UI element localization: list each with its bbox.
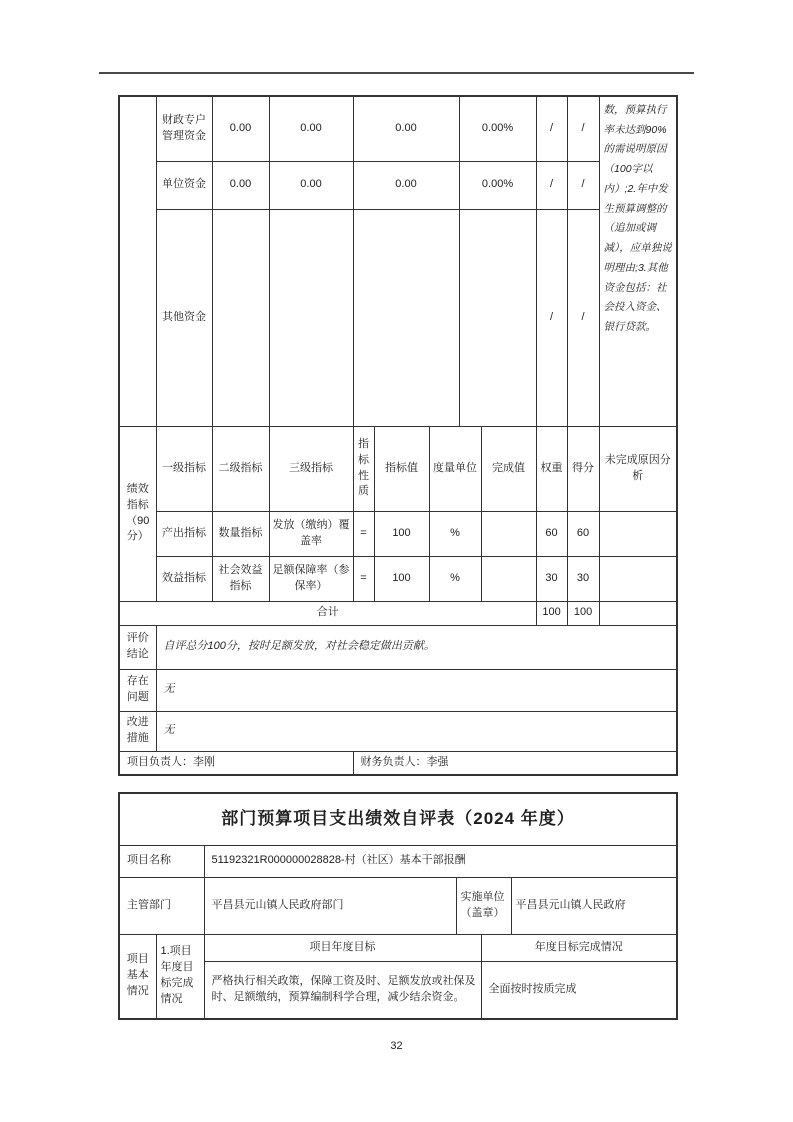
funding-row-label: 其他资金 xyxy=(156,209,212,426)
funding-amount-cell xyxy=(212,209,269,426)
indicators-section-label: 绩效指标（90分） xyxy=(119,426,156,601)
annual-goal-header: 项目年度目标 xyxy=(204,934,481,961)
funding-weight-cell: / xyxy=(536,161,567,209)
table-row xyxy=(119,669,677,711)
funding-rate-cell: 0.00% xyxy=(459,96,536,161)
funding-section-spacer-cell xyxy=(119,96,156,426)
total-weight-cell: 100 xyxy=(536,601,567,625)
column-header-weight: 权重 xyxy=(536,426,567,511)
column-header-unit: 度量单位 xyxy=(429,426,481,511)
project-name-value: 51192321R000000028828-村（社区）基本干部报酬 xyxy=(204,845,677,877)
funding-rate-cell: 0.00% xyxy=(459,161,536,209)
funding-row-label: 财政专户管理资金 xyxy=(156,96,212,161)
indicator-completion-cell xyxy=(481,511,536,556)
improvements-text: 无 xyxy=(156,711,677,751)
table-row xyxy=(119,845,677,877)
problems-label: 存在问题 xyxy=(119,669,156,711)
funding-amount-cell xyxy=(353,209,459,426)
table-row xyxy=(119,711,677,751)
goal-completion-header: 年度目标完成情况 xyxy=(481,934,677,961)
conclusion-text: 自评总分100分，按时足额发放，对社会稳定做出贡献。 xyxy=(156,625,677,669)
column-header-completion: 完成值 xyxy=(481,426,536,511)
funding-amount-cell: 0.00 xyxy=(353,96,459,161)
column-header-level1: 一级指标 xyxy=(156,426,212,511)
project-name-label: 项目名称 xyxy=(119,845,204,877)
table-row xyxy=(119,625,677,669)
conclusion-label: 评价结论 xyxy=(119,625,156,669)
funding-weight-cell: / xyxy=(536,96,567,161)
funding-weight-cell: / xyxy=(536,209,567,426)
indicator-completion-cell xyxy=(481,556,536,601)
table-row xyxy=(119,601,677,625)
self-evaluation-table-continued xyxy=(118,95,678,776)
indicator-score-cell: 60 xyxy=(567,511,599,556)
funding-amount-cell xyxy=(269,209,353,426)
goal-completion-text: 全面按时按质完成 xyxy=(481,961,677,1019)
annual-goal-text: 严格执行相关政策，保障工资及时、足额发放或社保及时、足额缴纳，预算编制科学合理，减少结余资金。 xyxy=(204,961,481,1019)
table-row xyxy=(119,877,677,934)
funding-amount-cell: 0.00 xyxy=(353,161,459,209)
indicator-level2-cell: 社会效益指标 xyxy=(212,556,269,601)
problems-text: 无 xyxy=(156,669,677,711)
finance-lead-signature: 财务负责人：李强 xyxy=(353,751,677,775)
basic-info-section-label: 项目基本情况 xyxy=(119,934,156,1019)
funding-amount-cell: 0.00 xyxy=(269,96,353,161)
indicator-unit-cell: % xyxy=(429,511,481,556)
project-lead-signature: 项目负责人：李刚 xyxy=(119,751,353,775)
column-header-nature: 指标性质 xyxy=(353,426,374,511)
funding-score-cell: / xyxy=(567,209,599,426)
department-value: 平昌县元山镇人民政府部门 xyxy=(204,877,456,934)
funding-amount-cell: 0.00 xyxy=(212,96,269,161)
total-reason-cell xyxy=(599,601,677,625)
column-header-value: 指标值 xyxy=(374,426,429,511)
page-number: 32 xyxy=(390,1040,403,1052)
table-row xyxy=(119,96,677,161)
table-row xyxy=(119,934,677,961)
self-evaluation-table-2024 xyxy=(118,792,678,1020)
indicator-nature-cell: = xyxy=(353,511,374,556)
funding-score-cell: / xyxy=(567,96,599,161)
department-label: 主管部门 xyxy=(119,877,204,934)
total-score-cell: 100 xyxy=(567,601,599,625)
indicator-reason-cell xyxy=(599,556,677,601)
column-header-score: 得分 xyxy=(567,426,599,511)
table-row xyxy=(119,793,677,845)
table-title: 部门预算项目支出绩效自评表（2024 年度） xyxy=(119,793,677,845)
funding-row-label: 单位资金 xyxy=(156,161,212,209)
indicator-value-cell: 100 xyxy=(374,556,429,601)
column-header-level3: 三级指标 xyxy=(269,426,353,511)
improvements-label: 改进措施 xyxy=(119,711,156,751)
implementer-label: 实施单位（盖章） xyxy=(456,877,511,934)
indicator-reason-cell xyxy=(599,511,677,556)
table-row xyxy=(119,209,677,426)
indicator-level1-cell: 效益指标 xyxy=(156,556,212,601)
indicator-score-cell: 30 xyxy=(567,556,599,601)
table-row xyxy=(119,161,677,209)
funding-amount-cell: 0.00 xyxy=(269,161,353,209)
table-row xyxy=(119,751,677,775)
indicator-weight-cell: 60 xyxy=(536,511,567,556)
indicator-level3-cell: 足额保障率（参保率） xyxy=(269,556,353,601)
funding-notes-cell: 数，预算执行率未达到90%的需说明原因（100字以内）;2.年中发生预算调整的（追加或调减），应单独说明理由;3.其他资金包括：社会投入资金、银行贷款。 xyxy=(599,96,677,426)
indicator-value-cell: 100 xyxy=(374,511,429,556)
indicator-level3-cell: 发放（缴纳）覆盖率 xyxy=(269,511,353,556)
funding-rate-cell xyxy=(459,209,536,426)
total-row-label: 合计 xyxy=(119,601,536,625)
indicator-level1-cell: 产出指标 xyxy=(156,511,212,556)
column-header-level2: 二级指标 xyxy=(212,426,269,511)
indicator-weight-cell: 30 xyxy=(536,556,567,601)
page-header-rule xyxy=(99,72,694,74)
basic-info-row-label: 1.项目年度目标完成情况 xyxy=(156,934,204,1019)
table-row xyxy=(119,426,677,511)
indicator-unit-cell: % xyxy=(429,556,481,601)
table-row xyxy=(119,556,677,601)
indicator-nature-cell: = xyxy=(353,556,374,601)
funding-score-cell: / xyxy=(567,161,599,209)
funding-amount-cell: 0.00 xyxy=(212,161,269,209)
indicator-level2-cell: 数量指标 xyxy=(212,511,269,556)
implementer-value: 平昌县元山镇人民政府 xyxy=(511,877,677,934)
column-header-reason: 未完成原因分析 xyxy=(599,426,677,511)
table-row xyxy=(119,511,677,556)
